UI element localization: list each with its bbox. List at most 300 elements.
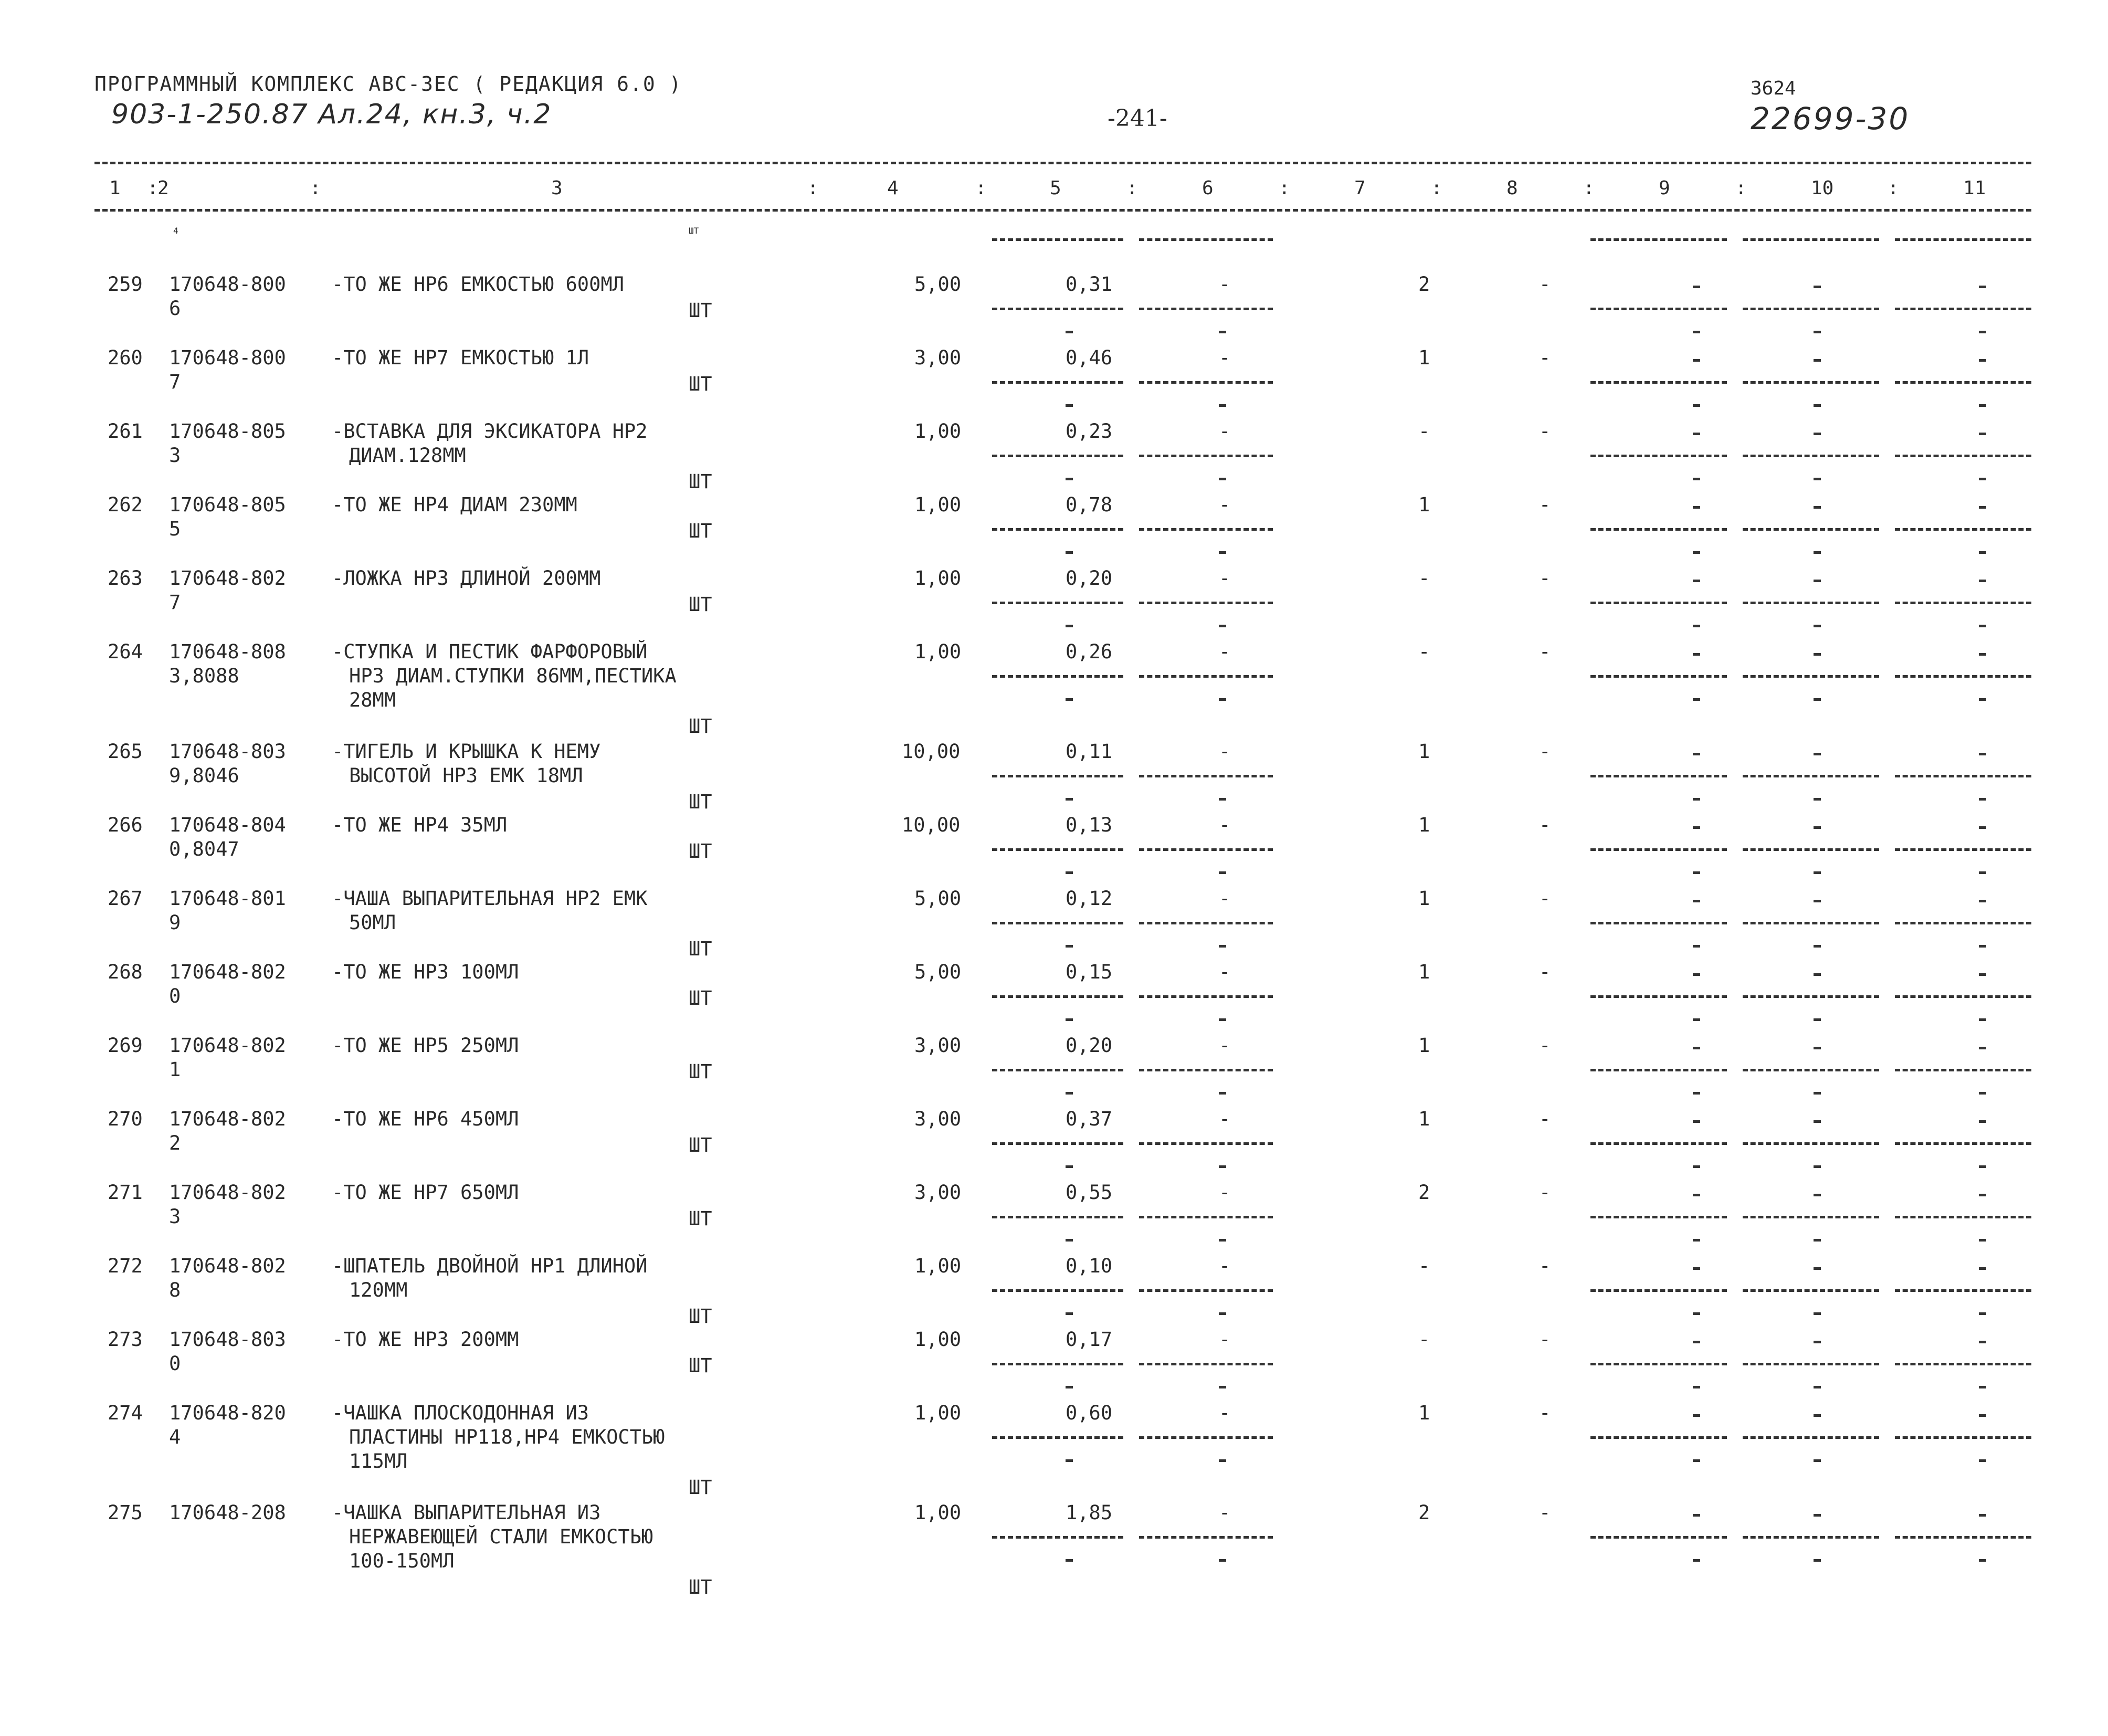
column-header: 5 xyxy=(1050,177,1061,199)
dash-mark xyxy=(1814,551,1821,554)
dash-mark xyxy=(1066,331,1073,333)
column-header: 7 xyxy=(1354,177,1366,199)
dash-mark xyxy=(1814,286,1821,288)
dash-mark xyxy=(1219,698,1226,701)
row-code-suffix: 9 xyxy=(169,911,181,934)
dash-segment xyxy=(1743,308,1879,310)
dash-segment xyxy=(1895,381,2031,384)
row-number: 261 xyxy=(108,420,143,443)
dash-mark xyxy=(1979,478,1986,480)
dash-mark xyxy=(1979,1047,1986,1049)
row-number: 270 xyxy=(108,1108,143,1130)
dash-mark xyxy=(1979,506,1986,509)
dash-mark xyxy=(1979,753,1986,755)
dash-mark xyxy=(1814,359,1821,362)
row-code-suffix: 5 xyxy=(169,518,181,540)
row-col8: - xyxy=(1539,346,1551,369)
dash-segment xyxy=(1743,381,1879,384)
handwritten-reference: 903-1-250.87 Ал.24, кн.3, ч.2 xyxy=(111,99,552,130)
row-col8: - xyxy=(1539,1255,1551,1277)
row-quantity: 5,00 xyxy=(914,887,962,910)
dash-segment xyxy=(1895,848,2031,851)
row-col6: - xyxy=(1219,346,1231,369)
row-name-line: ПЛАСТИНЫ НР118,НР4 ЕМКОСТЬЮ xyxy=(349,1426,665,1448)
row-col7: 1 xyxy=(1418,814,1430,836)
dash-segment xyxy=(1895,995,2031,998)
row-col6: - xyxy=(1219,1034,1231,1057)
row-price: 0,20 xyxy=(1066,1034,1113,1057)
dash-segment xyxy=(1895,1363,2031,1365)
dash-segment xyxy=(992,528,1123,531)
row-name-line: -ТО ЖЕ НР4 ДИАМ 230ММ xyxy=(332,493,577,516)
row-col8: - xyxy=(1539,1034,1551,1057)
row-name-line: ДИАМ.128ММ xyxy=(349,444,466,467)
row-col7: 1 xyxy=(1418,346,1430,369)
row-price: 0,37 xyxy=(1066,1108,1113,1130)
row-col8: - xyxy=(1539,493,1551,516)
dash-mark xyxy=(1219,1559,1226,1562)
dash-segment xyxy=(1139,848,1273,851)
dash-segment xyxy=(1743,675,1879,678)
dash-mark xyxy=(1979,1092,1986,1095)
column-separator: : xyxy=(1279,177,1290,199)
row-code-suffix: 0 xyxy=(169,1352,181,1375)
dash-mark xyxy=(1979,1414,1986,1417)
column-separator: : xyxy=(147,177,159,199)
dash-mark xyxy=(1814,331,1821,333)
dash-mark xyxy=(1979,945,1986,948)
dash-mark xyxy=(1066,625,1073,627)
dash-mark xyxy=(1066,1018,1073,1021)
dash-mark xyxy=(1219,331,1226,333)
row-code: 170648-805 xyxy=(169,420,286,443)
row-quantity: 1,00 xyxy=(914,567,962,590)
row-unit: ШТ xyxy=(689,1207,712,1230)
dash-mark xyxy=(1979,1120,1986,1123)
row-number: 268 xyxy=(108,961,143,983)
row-name-line: -ВСТАВКА ДЛЯ ЭКСИКАТОРА НР2 xyxy=(332,420,648,443)
dash-mark xyxy=(1066,698,1073,701)
dash-segment xyxy=(1590,1216,1727,1218)
dash-segment xyxy=(1139,1536,1273,1539)
row-col8: - xyxy=(1539,961,1551,983)
row-code-suffix: 0,8047 xyxy=(169,838,239,860)
row-col6: - xyxy=(1219,1328,1231,1351)
dash-mark xyxy=(1979,1018,1986,1021)
dash-mark xyxy=(1979,359,1986,362)
row-quantity: 1,00 xyxy=(914,420,962,443)
dash-segment xyxy=(1139,1363,1273,1365)
row-price: 0,10 xyxy=(1066,1255,1113,1277)
row-name-line: -ТО ЖЕ НР3 200ММ xyxy=(332,1328,519,1351)
dash-segment xyxy=(1139,602,1273,604)
dash-mark xyxy=(1814,625,1821,627)
dash-segment xyxy=(1590,1536,1727,1539)
dash-segment xyxy=(1895,1289,2031,1292)
dash-mark xyxy=(1693,871,1700,874)
column-separator: : xyxy=(1431,177,1442,199)
dash-segment xyxy=(992,1142,1123,1145)
row-col8: - xyxy=(1539,1108,1551,1130)
dash-segment xyxy=(1743,922,1879,924)
dash-segment xyxy=(1590,602,1727,604)
dash-segment xyxy=(1743,775,1879,777)
row-price: 0,12 xyxy=(1066,887,1113,910)
row-code: 170648-802 xyxy=(169,1181,286,1204)
row-name-line: ВЫСОТОЙ НР3 ЕМК 18МЛ xyxy=(349,764,583,787)
dash-mark xyxy=(1814,826,1821,829)
row-number: 267 xyxy=(108,887,143,910)
row-col8: - xyxy=(1539,1181,1551,1204)
row-col8: - xyxy=(1539,1402,1551,1424)
row-col7: - xyxy=(1418,1328,1430,1351)
row-col8: - xyxy=(1539,1501,1551,1524)
row-col6: - xyxy=(1219,273,1231,296)
dash-segment xyxy=(1895,1216,2031,1218)
row-price: 0,31 xyxy=(1066,273,1113,296)
row-name-line: -ЛОЖКА НР3 ДЛИНОЙ 200ММ xyxy=(332,567,601,590)
row-col8: - xyxy=(1539,814,1551,836)
dash-mark xyxy=(1693,580,1700,582)
row-col7: 1 xyxy=(1418,961,1430,983)
dash-segment xyxy=(1590,1142,1727,1145)
dash-mark xyxy=(1693,1165,1700,1168)
dash-mark xyxy=(1693,1018,1700,1021)
row-price: 0,46 xyxy=(1066,346,1113,369)
dash-segment xyxy=(992,602,1123,604)
row-code: 170648-801 xyxy=(169,887,286,910)
row-code: 170648-802 xyxy=(169,567,286,590)
dash-mark xyxy=(1979,1267,1986,1270)
dash-mark xyxy=(1219,551,1226,554)
dash-segment xyxy=(1743,1142,1879,1145)
dash-segment xyxy=(1590,922,1727,924)
dash-mark xyxy=(1814,478,1821,480)
row-quantity: 1,00 xyxy=(914,493,962,516)
row-quantity: 1,00 xyxy=(914,1328,962,1351)
row-unit: ШТ xyxy=(689,1576,712,1598)
row-quantity: 5,00 xyxy=(914,273,962,296)
dash-segment xyxy=(1743,1363,1879,1365)
row-number: 272 xyxy=(108,1255,143,1277)
dash-mark xyxy=(1066,798,1073,801)
dash-segment xyxy=(1895,675,2031,678)
dash-mark xyxy=(1693,1194,1700,1196)
dash-segment xyxy=(1590,381,1727,384)
dash-mark xyxy=(1693,1459,1700,1462)
row-number: 271 xyxy=(108,1181,143,1204)
row-code: 170648-208 xyxy=(169,1501,286,1524)
dash-mark xyxy=(1066,404,1073,407)
dash-mark xyxy=(1979,871,1986,874)
dash-mark xyxy=(1814,1414,1821,1417)
dash-mark xyxy=(1979,900,1986,902)
column-separator: : xyxy=(975,177,987,199)
dash-mark xyxy=(1814,1092,1821,1095)
dash-mark xyxy=(1693,1514,1700,1517)
row-price: 0,13 xyxy=(1066,814,1113,836)
row-unit: ШТ xyxy=(689,1476,712,1499)
row-code: 170648-820 xyxy=(169,1402,286,1424)
dash-mark xyxy=(1979,433,1986,435)
row-col6: - xyxy=(1219,1402,1231,1424)
dash-mark xyxy=(1693,826,1700,829)
dash-mark xyxy=(1979,1165,1986,1168)
dash-segment xyxy=(1139,995,1273,998)
row-name-line: -ЧАШКА ВЫПАРИТЕЛЬНАЯ ИЗ xyxy=(332,1501,601,1524)
row-code: 170648-802 xyxy=(169,1034,286,1057)
row-quantity: 3,00 xyxy=(914,1181,962,1204)
dash-mark xyxy=(1693,753,1700,755)
dash-segment xyxy=(992,848,1123,851)
row-name-line: 100-150МЛ xyxy=(349,1550,455,1572)
dash-mark xyxy=(1693,973,1700,976)
dash-mark xyxy=(1693,625,1700,627)
dash-segment xyxy=(1139,922,1273,924)
row-quantity: 1,00 xyxy=(914,1255,962,1277)
dash-mark xyxy=(1814,871,1821,874)
dash-segment xyxy=(1743,848,1879,851)
dash-segment xyxy=(992,995,1123,998)
row-col7: 1 xyxy=(1418,1108,1430,1130)
dash-mark xyxy=(1693,1559,1700,1562)
row-col7: - xyxy=(1418,1255,1430,1277)
dash-segment xyxy=(1895,1536,2031,1539)
dash-mark xyxy=(1066,1239,1073,1241)
row-col7: 2 xyxy=(1418,273,1430,296)
dash-segment xyxy=(1590,1069,1727,1071)
dash-mark xyxy=(1979,404,1986,407)
dash-mark xyxy=(1066,1312,1073,1315)
dash-mark xyxy=(1979,551,1986,554)
row-unit: ШТ xyxy=(689,938,712,960)
row-col6: - xyxy=(1219,961,1231,983)
dash-mark xyxy=(1693,798,1700,801)
dash-mark xyxy=(1814,506,1821,509)
row-name-line: -ТО ЖЕ НР5 250МЛ xyxy=(332,1034,519,1057)
column-header: 3 xyxy=(551,177,563,199)
dash-mark xyxy=(1814,404,1821,407)
dash-mark xyxy=(1979,1559,1986,1562)
dash-mark xyxy=(1814,1341,1821,1343)
row-number: 275 xyxy=(108,1501,143,1524)
row-col6: - xyxy=(1219,740,1231,763)
row-quantity: 1,00 xyxy=(914,1501,962,1524)
program-header: ПРОГРАММНЫЙ КОМПЛЕКС АВС-3ЕС ( РЕДАКЦИЯ 6.0 ) xyxy=(94,72,682,96)
dash-segment xyxy=(992,1536,1123,1539)
row-name-line: -ТО ЖЕ НР7 650МЛ xyxy=(332,1181,519,1204)
dash-mark xyxy=(1219,625,1226,627)
row-unit: ШТ xyxy=(689,840,712,862)
column-separator: : xyxy=(1126,177,1138,199)
row-name-line: -ТО ЖЕ НР3 100МЛ xyxy=(332,961,519,983)
document-number: 3624 xyxy=(1751,78,1796,99)
dash-mark xyxy=(1219,478,1226,480)
row-quantity: 1,00 xyxy=(914,640,962,663)
column-separator: : xyxy=(1583,177,1595,199)
dash-segment xyxy=(1139,1436,1273,1439)
row-quantity: 3,00 xyxy=(914,346,962,369)
dash-segment xyxy=(1895,1142,2031,1145)
row-col8: - xyxy=(1539,567,1551,590)
row-unit: ШТ xyxy=(689,299,712,322)
column-separator: : xyxy=(1888,177,1899,199)
dash-mark xyxy=(1219,1092,1226,1095)
row-name-line: -ТО ЖЕ НР7 ЕМКОСТЬЮ 1Л xyxy=(332,346,589,369)
row-quantity: 10,00 xyxy=(902,814,961,836)
row-col6: - xyxy=(1219,493,1231,516)
dash-mark xyxy=(1219,404,1226,407)
row-code: 170648-802 xyxy=(169,1108,286,1130)
row-col7: 1 xyxy=(1418,740,1430,763)
row-unit: ШТ xyxy=(689,1134,712,1156)
dash-mark xyxy=(1979,1341,1986,1343)
column-header: 6 xyxy=(1202,177,1214,199)
dash-mark xyxy=(1219,1386,1226,1388)
dash-segment xyxy=(1743,455,1879,457)
dash-segment xyxy=(1743,1436,1879,1439)
row-code-suffix: 0 xyxy=(169,985,181,1007)
row-number: 260 xyxy=(108,346,143,369)
dash-mark xyxy=(1814,1459,1821,1462)
dash-mark xyxy=(1693,551,1700,554)
dash-segment xyxy=(1139,528,1273,531)
dash-mark xyxy=(1814,1312,1821,1315)
row-unit: ШТ xyxy=(689,593,712,616)
column-header: 4 xyxy=(887,177,899,199)
row-col8: - xyxy=(1539,420,1551,443)
row-col6: - xyxy=(1219,640,1231,663)
dash-segment xyxy=(1139,381,1273,384)
dash-mark xyxy=(1693,1267,1700,1270)
dash-segment xyxy=(1590,1436,1727,1439)
dash-segment xyxy=(992,675,1123,678)
row-unit: ШТ xyxy=(689,1305,712,1328)
row-name-line: -ТО ЖЕ НР6 450МЛ xyxy=(332,1108,519,1130)
row-name-line: 115МЛ xyxy=(349,1450,408,1472)
row-price: 0,26 xyxy=(1066,640,1113,663)
row-col6: - xyxy=(1219,814,1231,836)
row-code-suffix: 3 xyxy=(169,1205,181,1228)
dash-segment xyxy=(1895,1436,2031,1439)
dash-segment xyxy=(1590,455,1727,457)
row-quantity: 1,00 xyxy=(914,1402,962,1424)
dash-mark xyxy=(1814,753,1821,755)
dash-mark xyxy=(1979,1312,1986,1315)
row-col8: - xyxy=(1539,273,1551,296)
dash-segment xyxy=(1895,922,2031,924)
dash-segment xyxy=(992,775,1123,777)
dash-mark xyxy=(1066,1559,1073,1562)
column-header: 11 xyxy=(1963,177,1986,199)
dash-mark xyxy=(1979,698,1986,701)
row-code-suffix: 3,8088 xyxy=(169,665,239,687)
dash-segment xyxy=(1743,1069,1879,1071)
row-name-line: -ТО ЖЕ НР4 35МЛ xyxy=(332,814,508,836)
dash-mark xyxy=(1693,900,1700,902)
row-code: 170648-803 xyxy=(169,1328,286,1351)
column-header: 1 xyxy=(109,177,121,199)
dash-segment xyxy=(1139,675,1273,678)
dash-mark xyxy=(1066,1386,1073,1388)
dash-mark xyxy=(1814,580,1821,582)
dash-segment xyxy=(1590,675,1727,678)
column-header: 9 xyxy=(1659,177,1670,199)
row-price: 0,11 xyxy=(1066,740,1113,763)
dash-mark xyxy=(1693,404,1700,407)
dash-mark xyxy=(1219,1239,1226,1241)
dash-segment xyxy=(1590,848,1727,851)
row-col7: 2 xyxy=(1418,1181,1430,1204)
dash-mark xyxy=(1814,698,1821,701)
row-col7: 1 xyxy=(1418,1402,1430,1424)
dash-segment xyxy=(992,455,1123,457)
row-price: 0,55 xyxy=(1066,1181,1113,1204)
dash-mark xyxy=(1219,1459,1226,1462)
row-col6: - xyxy=(1219,1501,1231,1524)
row-unit: ШТ xyxy=(689,987,712,1009)
dash-mark xyxy=(1979,286,1986,288)
row-number: 265 xyxy=(108,740,143,763)
row-col6: - xyxy=(1219,420,1231,443)
row-number: 269 xyxy=(108,1034,143,1057)
dash-mark xyxy=(1979,580,1986,582)
dash-mark xyxy=(1066,478,1073,480)
row-name-line: -ТИГЕЛЬ И КРЫШКА К НЕМУ xyxy=(332,740,601,763)
row-number: 264 xyxy=(108,640,143,663)
row-price: 0,15 xyxy=(1066,961,1113,983)
dash-segment xyxy=(1743,995,1879,998)
row-code-suffix: 3 xyxy=(169,444,181,467)
row-col7: 1 xyxy=(1418,1034,1430,1057)
row-name-line: 50МЛ xyxy=(349,911,396,934)
dash-segment xyxy=(992,1363,1123,1365)
row-code: 170648-802 xyxy=(169,1255,286,1277)
row-code: 170648-800 xyxy=(169,346,286,369)
row-code-suffix: 7 xyxy=(169,371,181,393)
dash-mark xyxy=(1814,798,1821,801)
row-code-suffix: 1 xyxy=(169,1058,181,1081)
dash-mark xyxy=(1979,798,1986,801)
row-number: 262 xyxy=(108,493,143,516)
dash-segment xyxy=(1139,1069,1273,1071)
row-unit: ШТ xyxy=(689,1354,712,1377)
dash-mark xyxy=(1979,973,1986,976)
row-unit: ШТ xyxy=(689,791,712,813)
dash-mark xyxy=(1066,1165,1073,1168)
dash-mark xyxy=(1693,478,1700,480)
row-price: 0,78 xyxy=(1066,493,1113,516)
dash-mark xyxy=(1979,1194,1986,1196)
row-col6: - xyxy=(1219,887,1231,910)
dash-mark xyxy=(1814,1514,1821,1517)
dash-mark xyxy=(1814,1120,1821,1123)
dash-mark xyxy=(1066,551,1073,554)
dash-mark xyxy=(1693,1047,1700,1049)
dash-segment xyxy=(1590,308,1727,310)
dash-mark xyxy=(1219,1312,1226,1315)
dash-mark xyxy=(1693,1312,1700,1315)
row-code-suffix: 7 xyxy=(169,591,181,614)
dash-mark xyxy=(1693,653,1700,656)
dash-segment xyxy=(1743,528,1879,531)
row-code-suffix: 4 xyxy=(169,1426,181,1448)
dash-segment xyxy=(992,381,1123,384)
row-col6: - xyxy=(1219,1255,1231,1277)
row-name-line: -ШПАТЕЛЬ ДВОЙНОЙ НР1 ДЛИНОЙ xyxy=(332,1255,648,1277)
row-price: 0,17 xyxy=(1066,1328,1113,1351)
dash-mark xyxy=(1219,871,1226,874)
